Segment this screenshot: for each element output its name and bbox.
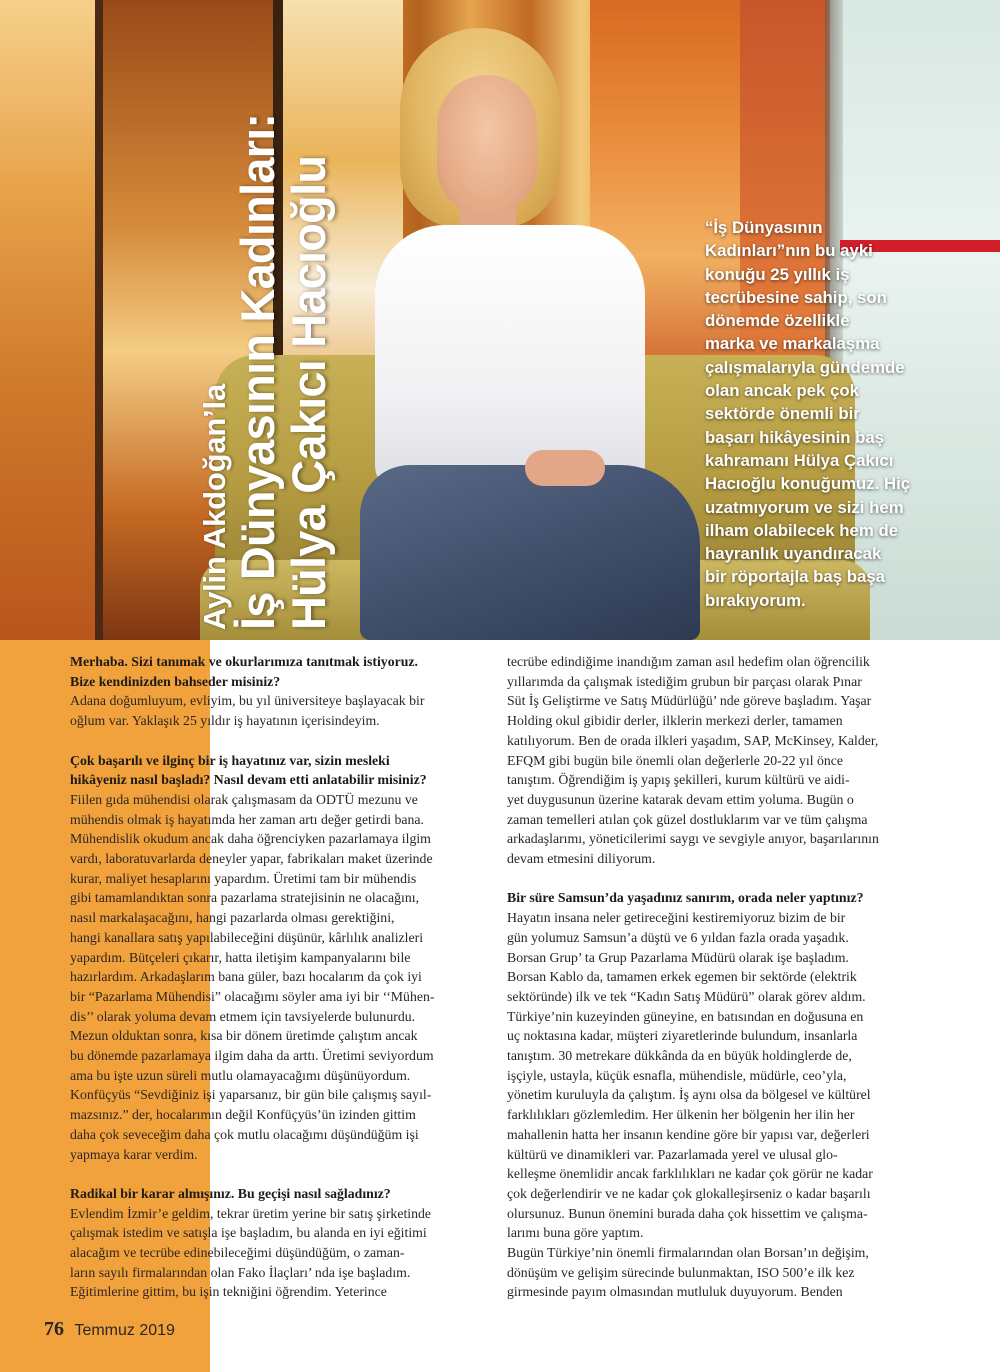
title-name-line: Hülya Çakıcı Hacıoğlu bbox=[282, 155, 335, 630]
left-column bbox=[70, 652, 462, 1302]
interview-answer-line: Konfüçyüs “Sevdiğiniz işi yaparsanız, bir gün bile çalışmış sayıl- bbox=[70, 1087, 432, 1103]
portrait-jeans bbox=[360, 465, 700, 640]
interview-question: Merhaba. Sizi tanımak ve okurlarımıza tanıtmak istiyoruz. bbox=[70, 654, 418, 669]
intro-line: dönemde özellikle bbox=[705, 311, 850, 331]
interview-answer-line: yapmaya karar verdim. bbox=[70, 1146, 198, 1162]
intro-line: tecrübesine sahip, son bbox=[705, 287, 887, 307]
interview-answer-line: bir “Pazarlama Mühendisi” olacağımı söyler ama iyi bir ‘‘Mühen- bbox=[70, 988, 435, 1004]
interview-answer-line: kültürü ve dinamikleri var. Pazarlamada yerel ve ulusal glo- bbox=[507, 1146, 838, 1162]
interview-answer-line: larımı buna göre yaptım. bbox=[507, 1225, 644, 1241]
interview-answer-line: Türkiye’nin kuzeyinden güneyine, en batısından en doğusuna en bbox=[507, 1008, 864, 1024]
interview-answer-line: Bugün Türkiye’nin önemli firmalarından olan Borsan’ın değişim, bbox=[507, 1245, 869, 1261]
backdrop-panel bbox=[0, 0, 95, 640]
interview-answer-line: Eğitimlerine gittim, bu işin tekniğini öğrendim. Yeterince bbox=[70, 1284, 387, 1300]
page-number: 76 bbox=[44, 1318, 64, 1340]
interview-answer-line: Adana doğumluyum, evliyim, bu yıl üniversiteye başlayacak bir bbox=[70, 693, 425, 709]
interview-answer-line: kurar, maliyet hesaplarını yapardım. Üretimi tam bir mühendis bbox=[70, 870, 417, 886]
paragraph-gap bbox=[507, 869, 907, 889]
intro-line: kahramanı Hülya Çakıcı bbox=[705, 450, 894, 470]
interview-answer-line: yıllarımda da çalışmak istediğim grubun bir parçası olarak Pınar bbox=[507, 673, 862, 689]
backdrop-divider bbox=[95, 0, 103, 640]
intro-line: ilham olabilecek hem de bbox=[705, 520, 899, 540]
portrait-face bbox=[437, 75, 537, 215]
intro-line: marka ve markalaşma bbox=[705, 334, 880, 354]
interview-answer-line: Hayatın insana neler getireceğini kestiremiyoruz bizim de bir bbox=[507, 910, 846, 926]
interview-answer-line: arkadaşlarımı, yöneticilerimi saygı ve sevgiyle anıyor, başarılarının bbox=[507, 831, 879, 847]
interview-answer-line: daha çok seveceğim daha çok mutlu olacağımı düşündüğüm işi bbox=[70, 1126, 419, 1142]
interview-answer-line: yönetim kuruluyla da çalıştım. İş aynı olsa da bölgesel ve kültürel bbox=[507, 1087, 871, 1103]
interview-answer-line: hangi kanallara satış yapılabileceğini düşünür, kârlılık analizleri bbox=[70, 929, 424, 945]
interview-answer-line: tanıştım. Öğrendiğim iş yapış şekilleri, kurum kültürü ve aidi- bbox=[507, 772, 850, 788]
intro-line: bir röportajla baş başa bbox=[705, 567, 885, 587]
intro-line: hayranlık uyandıracak bbox=[705, 544, 882, 564]
intro-line: çalışmalarıyla gündemde bbox=[705, 357, 905, 377]
portrait-figure bbox=[345, 20, 725, 640]
interview-question: Bir süre Samsun’da yaşadınız sanırım, orada neler yaptınız? bbox=[507, 890, 864, 906]
interview-answer-line: tecrübe edindiğime inandığım zaman asıl hedefim olan öğrencilik bbox=[507, 654, 870, 669]
interview-answer-line: sektöründe) ilk ve tek “Kadın Satış Müdürü” olarak görev aldım. bbox=[507, 988, 866, 1004]
portrait-hands bbox=[525, 450, 605, 486]
interview-answer-line: çalışmak istedim ve satışla işe başladım, bu alanda en iyi eğitimi bbox=[70, 1225, 427, 1241]
interview-answer-line: Holding okul gibidir derler, ilklerin merkezi derler, tamamen bbox=[507, 713, 843, 729]
interview-answer-line: alacağım ve tecrübe edinebileceğimi düşündüğüm, o zaman- bbox=[70, 1245, 405, 1261]
interview-answer-line: Mühendislik okudum ancak daha öğrenciyken pazarlamaya ilgim bbox=[70, 831, 431, 847]
interview-answer-line: bu dönemde pazarlamaya ilgim daha da arttı. Üretimi seviyordum bbox=[70, 1048, 434, 1064]
intro-paragraph bbox=[705, 216, 933, 612]
interview-answer-line: mahallenin hatta her insanın kendine göre bir yapısı var, değerleri bbox=[507, 1126, 870, 1142]
interview-question: Çok başarılı ve ilginç bir iş hayatınız var, sizin mesleki bbox=[70, 752, 390, 768]
issue-date: Temmuz 2019 bbox=[74, 1322, 175, 1339]
title-author-line: Aylin Akdoğan’la bbox=[197, 384, 232, 630]
portrait-shirt bbox=[375, 225, 645, 495]
interview-answer-line: ların sayılı firmalarından olan Fako İlaçları’ nda işe başladım. bbox=[70, 1264, 411, 1280]
interview-answer-line: tanıştım. 30 metrekare dükkânda da en büyük holdinglerde de, bbox=[507, 1048, 852, 1064]
interview-answer-line: Borsan Kablo da, tamamen erkek egemen bir sektörde (elektrik bbox=[507, 969, 857, 985]
interview-answer-line: çok değerlendirir ve ne kadar çok glokalleşirseniz o kadar başarılı bbox=[507, 1185, 871, 1201]
interview-answer-line: ama bu işte uzun süreli mutlu olamayacağımı düşünüyordum. bbox=[70, 1067, 411, 1083]
interview-answer-line: kelleşme önemlidir ancak farklılıkları ne kadar çok görür ne kadar bbox=[507, 1166, 873, 1182]
interview-answer-line: nasıl markalaşacağını, hangi pazarlarda olması gerektiğini, bbox=[70, 910, 395, 926]
interview-answer-line: Fiilen gıda mühendisi olarak çalışmasam da ODTÜ mezunu ve bbox=[70, 791, 418, 807]
interview-answer-line: dis’’ olarak yoluma devam etmem için tavsiyelerde bulunurdu. bbox=[70, 1008, 416, 1024]
interview-answer-line: devam etmesini diliyorum. bbox=[507, 851, 656, 867]
right-column bbox=[507, 652, 907, 1302]
interview-answer-line: girmesinde payım olmasından mutluluk duyuyorum. Benden bbox=[507, 1284, 843, 1300]
article-title bbox=[198, 0, 358, 630]
intro-line: Hacıoğlu konuğumuz. Hiç bbox=[705, 474, 911, 494]
interview-answer-line: mühendis olmak iş hayatımda her zaman artı değer getirdi bana. bbox=[70, 811, 424, 827]
interview-answer-line: mazsınız.” der, hocalarımın değil Konfüçyüs’ün izinden gittim bbox=[70, 1107, 416, 1123]
title-main-line: İş Dünyasının Kadınları: bbox=[231, 113, 284, 630]
interview-answer-line: Evlendim İzmir’e geldim, tekrar üretim yerine bir satış şirketinde bbox=[70, 1205, 432, 1221]
intro-line: “İş Dünyasının bbox=[705, 218, 823, 237]
interview-question: Radikal bir karar almışınız. Bu geçişi nasıl sağladınız? bbox=[70, 1185, 391, 1201]
interview-question: Bize kendinizden bahseder misiniz? bbox=[70, 673, 281, 689]
intro-line: Kadınları”nın bu ayki bbox=[705, 241, 873, 261]
interview-answer-line: oğlum var. Yaklaşık 25 yıldır iş hayatının içerisindeyim. bbox=[70, 713, 380, 729]
interview-answer-line: olursunuz. Bunun önemini burada daha çok hissettim ve çalışma- bbox=[507, 1205, 868, 1221]
interview-answer-line: uç noktasına kadar, müşteri ziyaretlerinde bulundum, insanlarla bbox=[507, 1028, 858, 1044]
interview-answer-line: Mezun olduktan sonra, kısa bir dönem üretimde çalıştım ancak bbox=[70, 1028, 418, 1044]
interview-answer-line: yapardım. Bütçeleri çıkarır, hatta iletişim kampanyalarını bile bbox=[70, 949, 411, 965]
intro-line: bırakıyorum. bbox=[705, 590, 806, 610]
interview-answer-line: Süt İş Geliştirme ve Satış Müdürlüğü’ nde göreve başladım. Yaşar bbox=[507, 693, 872, 709]
interview-answer-line: EFQM gibi bugün bile önemli olan değerlerle 20-22 yıl önce bbox=[507, 752, 844, 768]
intro-line: başarı hikâyesinin baş bbox=[705, 427, 885, 447]
interview-answer-line: farklılıkları gözlemledim. Her ülkenin her bölgenin her ilin her bbox=[507, 1107, 855, 1123]
paragraph-gap bbox=[70, 1164, 462, 1184]
interview-answer-line: yet duygusunun üzerine katarak devam ettim yoluma. Bugün o bbox=[507, 791, 854, 807]
interview-answer-line: zaman temelleri atılan çok güzel dostluklarım var ve tüm çalışma bbox=[507, 811, 868, 827]
intro-line: sektörde önemli bir bbox=[705, 404, 860, 424]
paragraph-gap bbox=[70, 731, 462, 751]
page-footer bbox=[44, 1318, 175, 1341]
interview-answer-line: vardı, laboratuvarlarda deneyler yapar, fabrikaları maket üzerinde bbox=[70, 851, 433, 867]
interview-question: hikâyeniz nasıl başladı? Nasıl devam etti anlatabilir misiniz? bbox=[70, 772, 427, 788]
interview-answer-line: gün yolumuz Samsun’a düştü ve 6 yıldan fazla orada yaşadık. bbox=[507, 929, 849, 945]
intro-line: konuğu 25 yıllık iş bbox=[705, 264, 850, 284]
interview-answer-line: Borsan Grup’ ta Grup Pazarlama Müdürü olarak işe başladım. bbox=[507, 949, 849, 965]
intro-line: uzatmıyorum ve sizi hem bbox=[705, 497, 904, 517]
intro-line: olan ancak pek çok bbox=[705, 381, 859, 401]
interview-answer-line: dönüşüm ve gelişim sürecinde bulunmaktan, ISO 500’e ilk kez bbox=[507, 1264, 855, 1280]
interview-answer-line: işçiyle, ustayla, küçük esnafla, mühendisle, müdürle, ceo’yla, bbox=[507, 1067, 847, 1083]
interview-answer-line: hazırlardım. Arkadaşlarım bana güler, bazı hocalarım da çok iyi bbox=[70, 969, 422, 985]
interview-answer-line: gibi tamamlandıktan sonra pazarlama stratejisinin ne olacağını, bbox=[70, 890, 420, 906]
interview-answer-line: katılıyorum. Ben de orada ilkleri yaşadım, SAP, McKinsey, Kalder, bbox=[507, 732, 879, 748]
